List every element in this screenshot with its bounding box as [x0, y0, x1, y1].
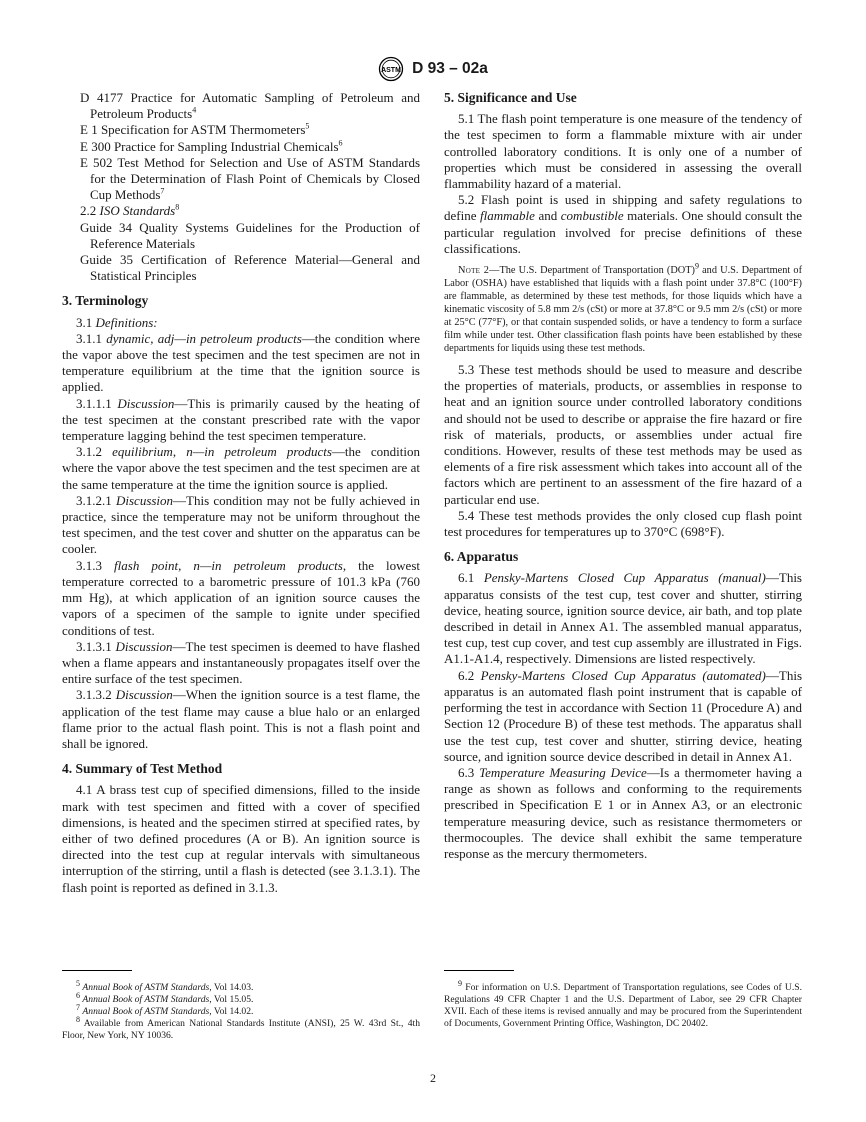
footnote-9: $^9$ For information on U.S. Department of Transportation regulations, see Codes of U.S. Regulations 49 CFR Chapter 1 and the U.S. Department of Labor, see 29 CFR Chapter XVII. Each of these items is revised annually and may be procured from the Superintendent of Documents, Government Printing Office, Washington, DC 20402. — [444, 978, 802, 1029]
section-6-2: 6.2 Pensky-Martens Closed Cup Apparatus (automated)—This apparatus is an automated flash point instrument that is capable of performing the test in accordance with Section 11 (Procedure A) and Section 12 (Procedure B) of these test methods. The apparatus shall use the test cup, test cover and shutter, stirring device, heating source, and ignition source device described in detail in Annex A1. — [444, 667, 803, 764]
reference-e502: E 502 Test Method for Selection and Use of ASTM Standards for the Determination of Flash Point of Chemicals by Closed Cup Methods$^7$ — [80, 154, 421, 203]
footnote-divider-right — [444, 970, 514, 971]
reference-e300: E 300 Practice for Sampling Industrial Chemicals$^6$ — [80, 138, 343, 154]
document-number: D 93 – 02a — [412, 60, 488, 77]
footnote-5: $^5$ Annual Book of ASTM Standards, Vol 14.03. — [76, 978, 254, 993]
section-6-1: 6.1 Pensky-Martens Closed Cup Apparatus (manual)—This apparatus consists of the test cup, test cover and shutter, stirring device, heating source, ignition source device, air bath, and top plate described in detail in Annex A1. The assembled manual apparatus, test cup, test cup cover, and test cup assembly are illustrated in Figs. A1.1-A1.4, respectively. Dimensions are listed respectively. — [444, 570, 802, 667]
footnote-7: $^7$ Annual Book of ASTM Standards, Vol 14.02. — [76, 1002, 254, 1017]
reference-guide35: Guide 35 Certification of Reference Material—General and Statistical Principles — [80, 252, 420, 284]
footnotes-left — [62, 978, 420, 1042]
section-3-1-3: 3.1.3 flash point, n—in petroleum products, the lowest temperature corrected to a barometric pressure of 101.3 kPa (760 mm Hg), at which application of an ignition source causes the vapors of a specimen of the sample to ignite under specified conditions of test. — [62, 557, 420, 638]
section-5-4: 5.4 These test methods provides the only closed cup flash point test procedures for temperatures up to 370°C (698°F). — [444, 507, 802, 540]
section-3-1-1-1: 3.1.1.1 Discussion—This is primarily caused by the heating of the test specimen at the constant prescribed rate with the vapor temperature lagging behind the test specimen temperature. — [62, 395, 420, 444]
reference-e1: E 1 Specification for ASTM Thermometers$^5$ — [80, 122, 310, 138]
astm-logo-icon — [378, 56, 404, 82]
left-column — [62, 90, 420, 896]
footnote-6: $^6$ Annual Book of ASTM Standards, Vol 15.05. — [76, 990, 254, 1005]
note-2: Note 2—The U.S. Department of Transportation (DOT)$^9$ and U.S. Department of Labor (OSHA) have established that liquids with a flash point under 37.8°C (100°F) are flammable, as determined by these test methods, for those liquids which have a kinematic viscosity of 5.8 mm 2/s (cSt) or more at 37.8°C or 9.5 mm 2/s (cSt) or more at 25°C (77°F), or that contain suspended solids, or have a tendency to form a surface film while under test. Other classification flash points have been established by these departments for liquids using these test methods. — [444, 261, 802, 355]
section-5-2: 5.2 Flash point is used in shipping and safety regulations to define flammable and combustible materials. One should consult the particular regulation involved for precise definitions of these classifications. — [444, 192, 802, 256]
section-4-heading: 4. Summary of Test Method — [62, 761, 223, 777]
section-5-3: 5.3 These test methods should be used to measure and describe the properties of materials, products, or assemblies in response to heat and an ignition source under controlled laboratory conditions and should not be used to describe or appraise the fire hazard or fire risk of materials, products, or assemblies under actual fire conditions. However, results of these test methods may be used as elements of a fire risk assessment which takes into account all of the factors which are pertinent to an assessment of the fire hazard of a particular end use. — [444, 362, 802, 507]
section-4-1: 4.1 A brass test cup of specified dimensions, filled to the inside mark with test specimen and fitted with a cover of specified dimensions, is heated and the specimen stirred at specified rates, by either of two defined procedures (A or B). An ignition source is directed into the test cup at regular intervals with simultaneous interruption of the stirring, until a flash is detected (see 3.1.3.1). The flash point is reported as defined in 3.1.3. — [62, 782, 420, 895]
iso-standards-heading: 2.2 ISO Standards$^8$ — [80, 203, 180, 219]
reference-d4177: D 4177 Practice for Automatic Sampling of Petroleum and Petroleum Products$^4$ — [80, 90, 421, 122]
section-3-1-2: 3.1.2 equilibrium, n—in petroleum products—the condition where the vapor above the test specimen and the test specimen are at the same temperature at the time the ignition source is applied. — [62, 444, 421, 492]
svg-text:ASTM: ASTM — [381, 67, 401, 74]
section-5-1: 5.1 The flash point temperature is one measure of the tendency of the test specimen to form a flammable mixture with air under controlled laboratory conditions. It is only one of a number of properties which must be considered in assessing the overall flammability hazard of a material. — [444, 111, 802, 192]
page-number: 2 — [430, 1071, 436, 1085]
section-3-1-1: 3.1.1 dynamic, adj—in petroleum products—the condition where the vapor above the test specimen and the test specimen are not in temperature equilibrium at the time that the ignition source is applied. — [62, 330, 420, 395]
footnotes-right — [444, 978, 802, 1030]
footnote-divider-left — [62, 970, 132, 971]
footnote-8: $^8$ Available from American National Standards Institute (ANSI), 25 W. 43rd St., 4th Floor, New York, NY 10036. — [62, 1014, 420, 1041]
reference-guide34: Guide 34 Quality Systems Guidelines for the Production of Reference Materials — [80, 219, 420, 251]
section-3-1-3-2: 3.1.3.2 Discussion—When the ignition source is a test flame, the application of the test flame may cause a blue halo or an enlarged flame prior to the actual flash point. This is not a flash point and shall be ignored. — [62, 687, 421, 751]
section-3-1-3-1: 3.1.3.1 Discussion—The test specimen is deemed to have flashed when a flame appears and instantaneously propagates itself over the entire surface of the test specimen. — [62, 638, 420, 687]
section-6-3: 6.3 Temperature Measuring Device—Is a thermometer having a range as shown as follows and conforming to the requirements prescribed in Specification E 1 or in Annex A3, or an electronic temperature measuring device, such as resistance thermometers or thermocouples. The device shall exhibit the same temperature response as the mercury thermometers. — [444, 764, 802, 861]
section-6-heading: 6. Apparatus — [444, 549, 519, 565]
right-column — [444, 90, 802, 862]
section-3-1: 3.1 Definitions: — [76, 314, 158, 330]
page-header — [0, 56, 866, 82]
section-5-heading: 5. Significance and Use — [444, 90, 577, 105]
section-3-heading: 3. Terminology — [62, 293, 149, 309]
section-3-1-2-1: 3.1.2.1 Discussion—This condition may not be fully achieved in practice, since the temperature may not be uniform throughout the test specimen, and the test cover and shutter on the apparatus can be cooler. — [62, 492, 420, 557]
